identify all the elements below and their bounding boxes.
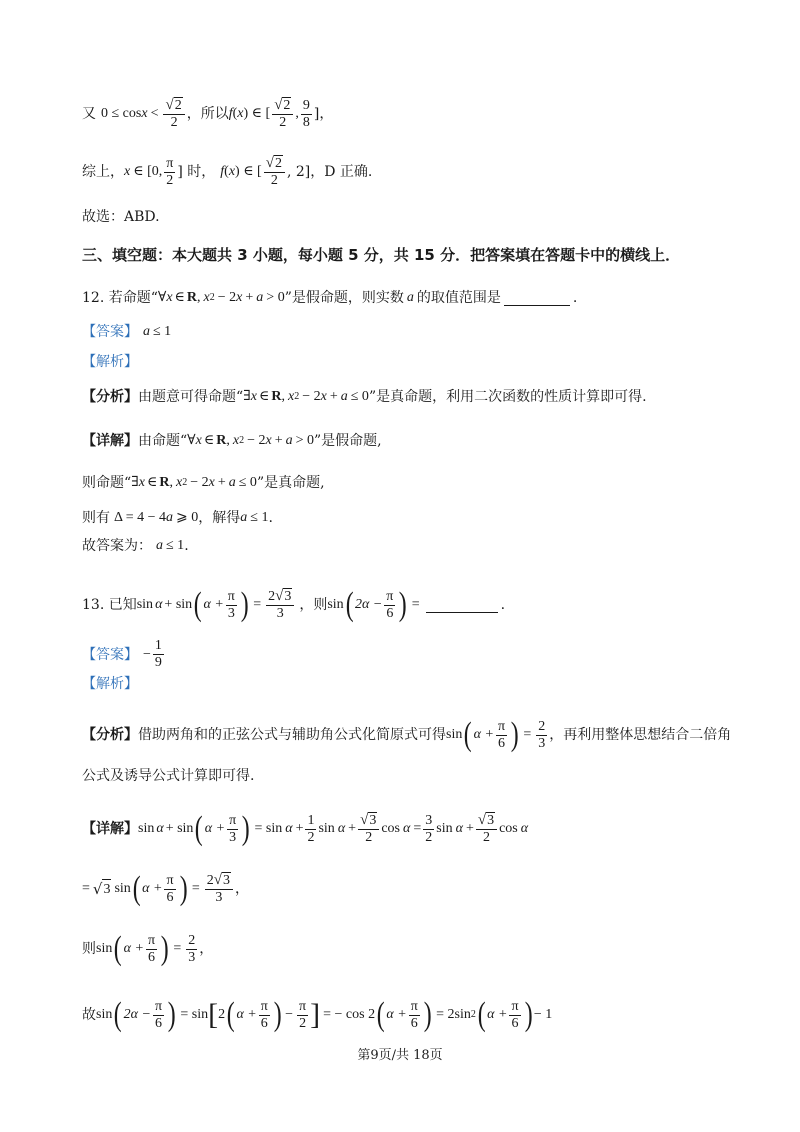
analysis-12: 【分析】 由题意可得命题“ ∃ x ∈ R , x 2 − 2 x + a ≤ 0 ”是真命题，利用二次函数的性质计算即可得. [82,389,647,405]
question-13: 13. 已知 sin α + sin ( α + $\frac{\pi}{3}$ ) = 2 √ 3 3 ，则 sin ( 2α − $\frac{\pi}{6}$ ) = . [82,586,506,623]
question-12: 12. 若命题“ ∀ x ∈ R , x 2 − 2 x + a > 0 ”是假命题，则实数 a 的取值范围是 . [82,290,578,306]
answer-13: 【答案】 − $\frac{1}{9}$ [82,638,162,670]
line-cos-range: 又 0 ≤ cos x < √ 2 2 ，所以 f ( x ) ∈ [ √ 2 2 , $\frac{9}{8}$ ]， [82,97,334,130]
detail-12-final: 故答案为： a ≤ 1 . [82,538,189,554]
fraction-sqrt2-over-2: √ 2 2 [163,97,184,131]
detail-13-final: 故 sin ( 2α − $\frac{\pi}{6}$ ) = sin [ 2 ( α + $\frac{\pi}{6}$ ) − $\frac{\pi}{2}$ ] = − cos 2 ( α + $\frac{\pi}{6}$ ) = 2sin 2 ( α + $\frac{\pi}{6}$ ) − 1 [82,996,553,1033]
answer-12: 【答案】 a ≤ 1 [82,324,172,340]
answer-blank-13 [426,598,498,613]
analysis-label-13: 【解析】 [82,676,138,692]
detail-12-step2: 则命题“ ∃ x ∈ R , x 2 − 2 x + a ≤ 0 ”是真命题, [82,475,325,491]
detail-13-step2: = √ 3 sin ( α + $\frac{\pi}{6}$ ) = 2 √ 3 3 ， [82,870,249,907]
detail-13-step3: 则 sin ( α + $\frac{\pi}{6}$ ) = $\frac{2}{3}$ ， [82,930,214,967]
analysis-13: 【分析】 借助两角和的正弦公式与辅助角公式化简原式可得 sin ( α + $\frac{\pi}{6}$ ) = $\frac{2}{3}$ ，再利用整体思想结合二倍角 [82,716,732,753]
page-footer: 第9页/共 18页 [357,1048,443,1063]
line-summary: 综上， x ∈ [0, $\frac{\pi}{2}$ ] 时， f ( x ) ∈ [ √ 2 2 , 2]，D 正确. [82,155,373,188]
detail-12: 【详解】 由命题“ ∀ x ∈ R , x 2 − 2 x + a > 0 ”是假命题, [82,433,382,449]
detail-13: 【详解】 sin α + sin ( α + $\frac{\pi}{3}$ ) = sin α + $\frac{1}{2}$ sin α + √ 3 2 cos α = $\frac{3}{2}$ sin α + √ 3 2 cos α [82,810,529,847]
section-heading: 三、填空题：本大题共 3 小题，每小题 5 分，共 15 分．把答案填在答题卡中的横线上． [82,246,681,264]
analysis-13-cont: 公式及诱导公式计算即可得. [82,768,255,784]
choice-answer: 故选：ABD. [82,209,160,225]
analysis-label-12: 【解析】 [82,354,138,370]
answer-blank-12 [504,291,570,306]
detail-12-step3: 则有 Δ = 4 − 4 a ⩾ 0 ，解得 a ≤ 1 . [82,510,273,526]
